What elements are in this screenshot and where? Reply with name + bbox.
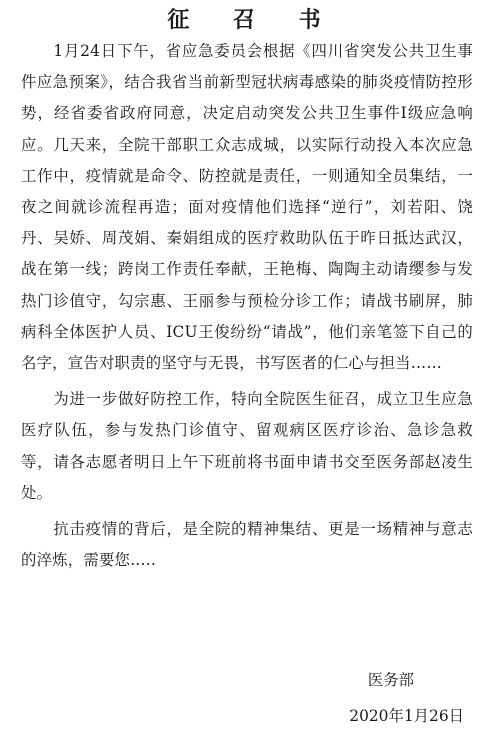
notice-title: 征 召 书	[167, 7, 339, 33]
signature-department: 医务部	[367, 671, 414, 689]
signature-date: 2020年1月26日	[349, 707, 464, 725]
paragraph-1: 1月24日下午，省应急委员会根据《四川省突发公共卫生事件应急预案》，结合我省当前新型冠状病毒感染的肺炎疫情防控形势，经省委省政府同意，决定启动突发公共卫生事件I级应急响应。几天来，全院干部职工众志成城，以实际行动投入本次应急工作中，疫情就是命令、防控就是责任，一则通知全员集结，一夜之间就诊流程再造；面对疫情他们选择“逆行”，刘若阳、饶丹、吴娇、周茂娟、秦娟组成的医疗救助队伍于昨日抵达武汉，战在第一线；跨岗工作责任奉献，王艳梅、陶陶主动请缨参与发热门诊值守，勾宗惠、王丽参与预检分诊工作；请战书刷屏，肺病科全体医护人员、ICU王俊纷纷“请战”，他们亲笔签下自己的名字，宣告对职责的坚守与无畏，书写医者的仁心与担当……	[21, 42, 473, 373]
paragraph-2: 为进一步做好防控工作，特向全院医生征召，成立卫生应急医疗队伍，参与发热门诊值守、留观病区医疗诊治、急诊急救等，请各志愿者明日上午下班前将书面申请书交至医务部赵凌生处。	[21, 390, 473, 502]
notice-body	[21, 36, 473, 576]
paragraph-3: 抗击疫情的背后，是全院的精神集结、更是一场精神与意志的淬炼，需要您…..	[21, 520, 473, 570]
